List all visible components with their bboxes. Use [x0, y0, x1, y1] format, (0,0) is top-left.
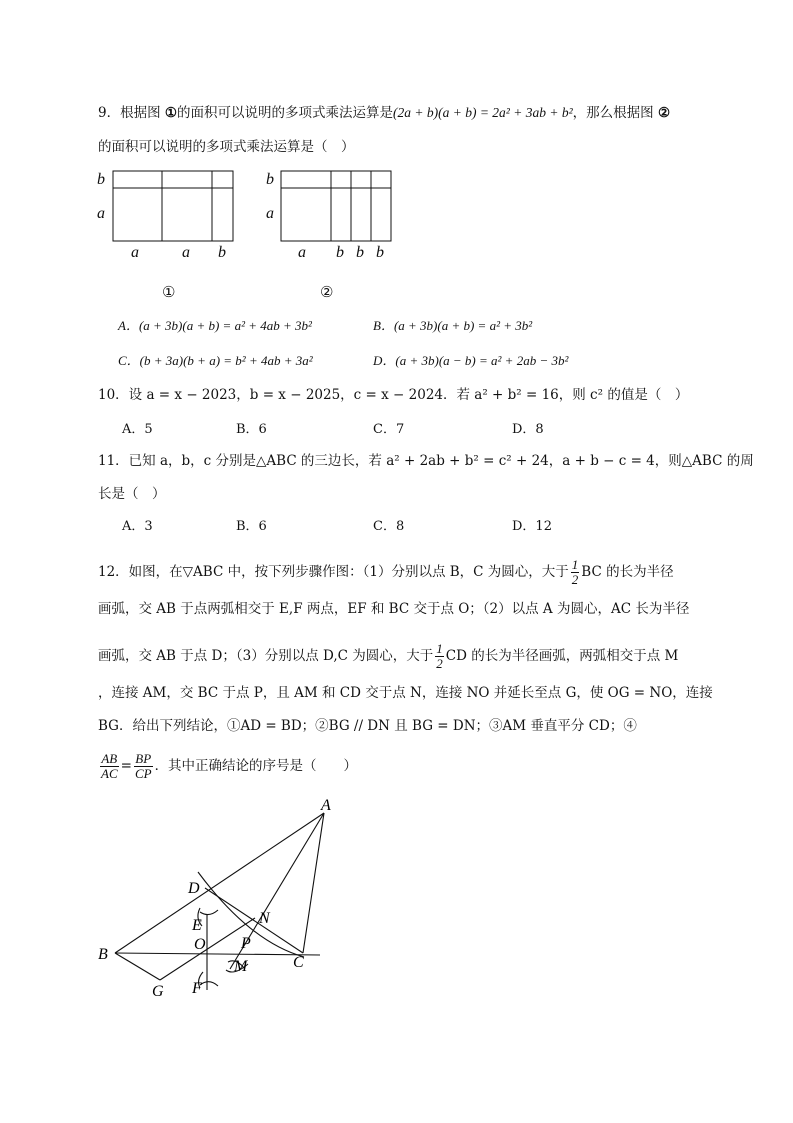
- q12-frac4-den: CP: [134, 766, 152, 781]
- label-d: D: [188, 880, 200, 897]
- q11-line1: 11．已知 a，b，c 分别是△ABC 的三边长，若 a² + 2ab + b² = c² + 24，a + b − c = 4，则△ABC 的周: [98, 453, 754, 469]
- fig1-bottom-a2: a: [182, 244, 190, 261]
- q9-option-d: D．(a + 3b)(a − b) = a² + 2ab − 3b²: [373, 353, 569, 368]
- q12-frac3-num: AB: [101, 751, 118, 766]
- fig2-bottom-b2: b: [356, 244, 364, 261]
- fig2-bottom-b1: b: [336, 244, 344, 261]
- segment-bc: [115, 953, 320, 955]
- q12-frac1-num: 1: [571, 557, 579, 572]
- q12-line1-b: BC 的长为半径: [581, 564, 674, 580]
- q9-option-a: A．(a + 3b)(a + b) = a² + 4ab + 3b²: [118, 318, 312, 333]
- q11-line2: 长是（ ）: [98, 486, 166, 502]
- fig1-bottom-a1: a: [131, 244, 139, 261]
- fig2-bottom-b3: b: [376, 244, 384, 261]
- label-b: B: [98, 946, 108, 963]
- q9-line1-b: 的面积可以说明的多项式乘法运算是: [177, 105, 393, 121]
- q12-frac1-den: 2: [571, 572, 579, 587]
- q12-equals: =: [120, 758, 132, 774]
- label-e: E: [192, 917, 202, 934]
- q10-option-a: A．5: [122, 422, 153, 437]
- fig2-side-b: b: [266, 171, 274, 188]
- segment-dc: [205, 888, 303, 953]
- q11-option-d: D．12: [512, 519, 552, 534]
- label-g: G: [152, 983, 164, 1000]
- label-p: P: [241, 935, 251, 952]
- fig2-side-a: a: [266, 205, 274, 222]
- q9-line2: 的面积可以说明的多项式乘法运算是（ ）: [98, 139, 355, 155]
- q10-option-d: D．8: [512, 422, 544, 437]
- q9-line1-a: 9．根据图: [98, 105, 165, 121]
- q12-frac3-den: AC: [101, 766, 118, 781]
- q12-frac2-num: 1: [436, 641, 443, 656]
- arc-f: [200, 982, 218, 986]
- q12-line4: ，连接 AM，交 BC 于点 P，且 AM 和 CD 交于点 N，连接 NO 并延长至点 G，使 OG = NO，连接: [98, 685, 713, 701]
- fig2-bottom-a: a: [298, 244, 306, 261]
- q9-option-c: C．(b + 3a)(b + a) = b² + 4ab + 3a²: [118, 353, 313, 368]
- q10-option-c: C．7: [373, 422, 405, 437]
- q9-line1-c: ，那么根据图: [572, 105, 658, 121]
- q12-frac2-den: 2: [436, 656, 443, 671]
- label-n: N: [259, 910, 270, 927]
- segment-ab: [115, 813, 324, 953]
- fig1-side-b: b: [97, 171, 105, 188]
- q12-line1-a: 12．如图，在▽ABC 中，按下列步骤作图：（1）分别以点 B，C 为圆心，大于: [98, 564, 569, 580]
- label-m: M: [234, 958, 248, 975]
- label-c: C: [293, 954, 304, 971]
- q9-formula: (2a + b)(a + b) = 2a² + 3ab + b²: [393, 105, 573, 120]
- q12-line6-b: ．其中正确结论的序号是（ ）: [154, 758, 358, 774]
- arc-e: [200, 910, 218, 915]
- q9-circle-2: ②: [657, 105, 671, 121]
- label-f: F: [192, 980, 202, 997]
- q9-circle-1: ①: [164, 105, 177, 121]
- q12-frac4-num: BP: [135, 751, 152, 766]
- label-a: A: [321, 797, 331, 814]
- q9-option-b: B．(a + 3b)(a + b) = a² + 3b²: [373, 318, 533, 333]
- q11-option-c: C．8: [373, 519, 405, 534]
- q11-option-a: A．3: [122, 519, 153, 534]
- q11-option-b: B．6: [236, 519, 267, 534]
- label-o: O: [194, 936, 206, 953]
- fig2-caption: ②: [320, 283, 334, 301]
- q10-option-b: B．6: [236, 422, 267, 437]
- q12-line3-a: 画弧，交 AB 于点 D；（3）分别以点 D,C 为圆心，大于: [98, 648, 434, 664]
- segment-bg: [115, 953, 160, 980]
- q10-text: 10．设 a = x − 2023，b = x − 2025，c = x − 2024．若 a² + b² = 16，则 c² 的值是（ ）: [98, 387, 689, 403]
- segment-ac: [303, 813, 324, 953]
- q12-line3-b: CD 的长为半径画弧，两弧相交于点 M: [445, 648, 679, 664]
- fig1-side-a: a: [97, 205, 105, 222]
- fig1-bottom-b: b: [218, 244, 226, 261]
- fig1-caption: ①: [162, 283, 176, 301]
- q12-line2: 画弧，交 AB 于点两弧相交于 E,F 两点，EF 和 BC 交于点 O；（2）以点 A 为圆心，AC 长为半径: [98, 601, 690, 617]
- q12-line5: BG．给出下列结论，①AD = BD；②BG // DN 且 BG = DN；③AM 垂直平分 CD；④: [98, 718, 637, 734]
